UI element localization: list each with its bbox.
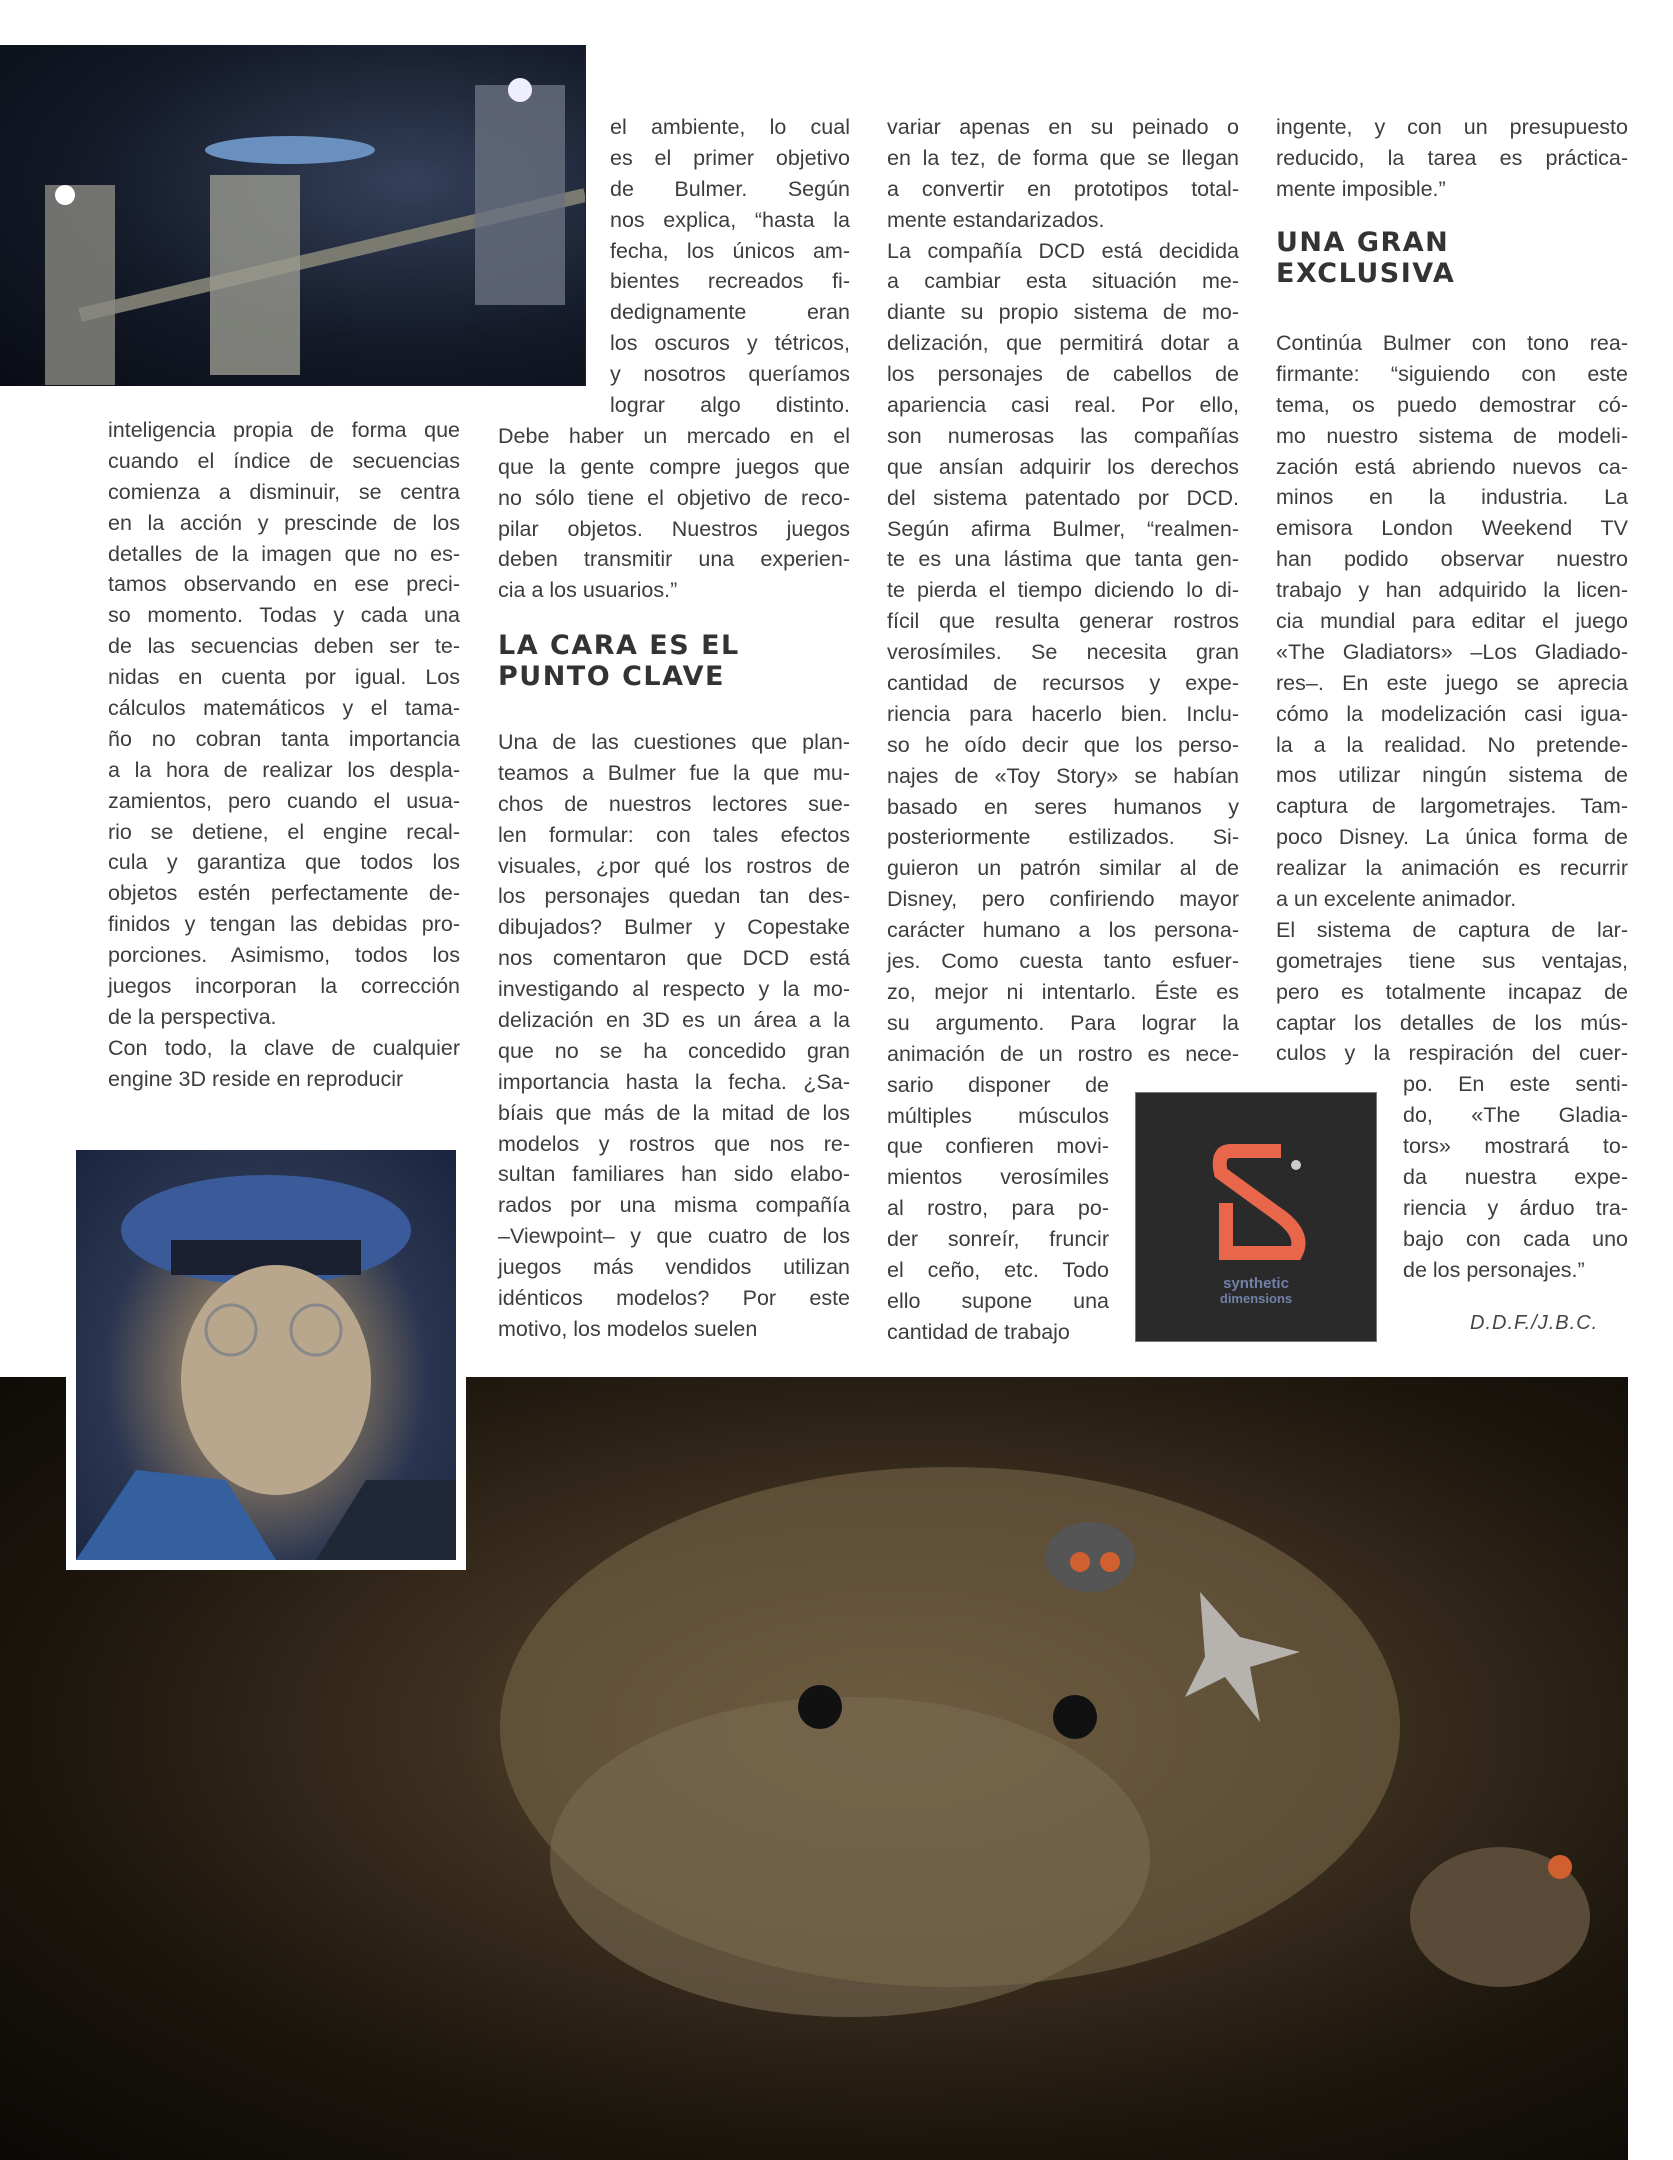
text-line: res–. En este juego se aprecia (1276, 670, 1628, 695)
text-line: motivo, los modelos suelen (498, 1316, 758, 1341)
text-line: rio se detiene, el engine recal- (108, 819, 460, 844)
text-line: múltiples músculos (887, 1103, 1109, 1128)
text-line: riencia para hacerlo bien. Inclu- (887, 701, 1239, 726)
text-line: tamos observando en ese preci- (108, 572, 460, 597)
text-line: porciones. Asimismo, todos los (108, 943, 460, 968)
text-line: a cambiar esta situación me- (887, 269, 1239, 294)
author-signature: D.D.F./J.B.C. (1470, 1312, 1599, 1334)
text-line: carácter humano a los persona- (887, 918, 1239, 943)
text-column-4-bottom (1276, 328, 1628, 1286)
text-line: pero es totalmente incapaz de (1276, 979, 1628, 1004)
text-line: a convertir en prototipos total- (887, 176, 1239, 201)
text-line: firmante: “siguiendo con este (1276, 361, 1628, 386)
text-line: fícil que resulta generar rostros (887, 609, 1239, 634)
svg-text:synthetic: synthetic (1223, 1275, 1289, 1292)
text-line: a un excelente animador. (1276, 887, 1517, 912)
text-line: ño no cobran tanta importancia (108, 726, 460, 751)
text-line: animación de un rostro es nece- (887, 1041, 1239, 1066)
text-line: los oscuros y tétricos, (610, 331, 850, 356)
text-line: verosímiles. Se necesita gran (887, 640, 1239, 665)
heading-line: PUNTO CLAVE (498, 661, 726, 692)
text-line: nidas en cuenta por igual. Los (108, 665, 460, 690)
text-line: reducido, la tarea es práctica- (1276, 145, 1628, 170)
text-line: los personajes de cabellos de (887, 362, 1239, 387)
text-line: trabajo y han adquirido la licen- (1276, 578, 1628, 603)
text-line: cantidad de recursos y expe- (887, 671, 1239, 696)
text-line: najes de «Toy Story» se habían (887, 763, 1239, 788)
text-line: de los personajes.” (1403, 1257, 1585, 1282)
text-column-4-top (1276, 112, 1628, 205)
text-line: cia a los usuarios.” (498, 578, 678, 603)
text-column-2-bottom (498, 727, 850, 1345)
text-line: chos de nuestros lectores sue- (498, 791, 850, 816)
text-line: finidos y tengan las debidas pro- (108, 912, 460, 937)
text-line: dedignamente eran (610, 300, 850, 325)
text-line: investigando al respecto y la mo- (498, 977, 850, 1002)
text-line: posteriormente estilizados. Si- (887, 825, 1239, 850)
text-line: «The Gladiators» –Los Gladiado- (1276, 639, 1628, 664)
text-line: fecha, los únicos am- (610, 238, 850, 263)
text-line: visuales, ¿por qué los rostros de (498, 853, 850, 878)
text-line: mente estandarizados. (887, 207, 1105, 232)
text-line: captar los detalles de los mús- (1276, 1010, 1628, 1035)
text-line: cula y garantiza que todos los (108, 850, 460, 875)
text-line: La compañía DCD está decidida (887, 238, 1239, 263)
text-line: zo, mejor ni intentarlo. Éste es (887, 979, 1239, 1004)
text-line: juegos más vendidos utilizan (498, 1255, 850, 1280)
text-line: mo nuestro sistema de modeli- (1276, 423, 1628, 448)
text-line: tema, os puedo demostrar có- (1276, 392, 1628, 417)
text-line: delización, que permitirá dotar a (887, 331, 1239, 356)
text-line: que ansían adquirir los derechos (887, 454, 1239, 479)
text-line: po. En este senti- (1403, 1072, 1628, 1097)
text-line: cómo la modelización casi igua- (1276, 701, 1628, 726)
text-column-2-top (498, 112, 850, 606)
heading-line: LA CARA ES EL (498, 630, 740, 661)
text-line: ingente, y con un presupuesto (1276, 115, 1628, 139)
text-line: juegos incorporan la corrección (108, 974, 460, 999)
text-line: rados por una misma compañía (498, 1193, 850, 1218)
text-line: nos explica, “hasta la (610, 207, 850, 232)
text-line: jes. Como cuesta tanto esfuer- (887, 949, 1239, 974)
text-line: captura de largometrajes. Tam- (1276, 794, 1628, 819)
text-line: so momento. Todas y cada una (108, 603, 460, 628)
text-line: mos utilizar ningún sistema de (1276, 763, 1628, 788)
text-line: su argumento. Para lograr la (887, 1010, 1239, 1035)
text-line: realizar la animación es recurrir (1276, 856, 1628, 881)
text-line: dibujados? Bulmer y Copestake (498, 915, 850, 940)
text-line: delización en 3D es un área a la (498, 1008, 850, 1033)
text-line: mente imposible.” (1276, 176, 1446, 201)
section-heading-una-gran-exclusiva (1276, 227, 1455, 289)
text-line: que confieren movi- (887, 1134, 1109, 1159)
text-column-3 (887, 112, 1239, 1348)
text-line: que no se ha concedido gran (498, 1038, 850, 1063)
text-line: comienza a disminuir, se centra (108, 479, 460, 504)
text-line: sultan familiares han sido elabo- (498, 1162, 850, 1187)
text-line: detalles de la imagen que no es- (108, 541, 460, 566)
text-line: teamos a Bulmer fue la que mu- (498, 760, 850, 785)
text-line: del sistema patentado por DCD. (887, 485, 1239, 510)
text-line: el ambiente, lo cual (610, 115, 850, 139)
text-line: de la perspectiva. (108, 1004, 277, 1029)
text-line: tors» mostrará to- (1403, 1134, 1628, 1159)
text-line: y nosotros queríamos (610, 362, 850, 387)
text-line: deben transmitir una experien- (498, 547, 850, 572)
text-line: zación está abriendo nuevos ca- (1276, 454, 1628, 479)
text-line: los personajes quedan tan des- (498, 884, 850, 909)
text-line: modelos y rostros que nos re- (498, 1131, 850, 1156)
text-line: te es una lástima que tanta gen- (887, 547, 1239, 572)
text-line: Disney, pero confiriendo mayor (887, 887, 1239, 912)
text-line: pilar objetos. Nuestros juegos (498, 516, 850, 541)
heading-line: UNA GRAN (1276, 227, 1450, 258)
text-line: da nuestra expe- (1403, 1165, 1628, 1190)
text-line: Con todo, la clave de cualquier (108, 1035, 460, 1060)
text-line: bíais que más de la mitad de los (498, 1100, 850, 1125)
text-line: objetos estén perfectamente de- (108, 881, 460, 906)
text-line: ello supone una (887, 1288, 1109, 1313)
text-line: so he oído decir que los perso- (887, 732, 1239, 757)
text-line: culos y la respiración del cuer- (1276, 1041, 1628, 1066)
text-line: sario disponer de (887, 1072, 1109, 1097)
text-line: engine 3D reside en reproducir (108, 1066, 404, 1091)
text-line: que la gente compre juegos que (498, 454, 850, 479)
text-line: han podido observar nuestro (1276, 547, 1628, 572)
text-line: te pierda el tiempo diciendo lo di- (887, 578, 1239, 603)
text-line: al rostro, para po- (887, 1196, 1109, 1221)
text-line: en la tez, de forma que se llegan (887, 145, 1239, 170)
text-line: Una de las cuestiones que plan- (498, 730, 850, 754)
text-line: zamientos, pero cuando el usua- (108, 788, 460, 813)
text-line: cuando el índice de secuencias (108, 448, 460, 473)
text-line: diante su propio sistema de mo- (887, 300, 1239, 325)
text-line: minos en la industria. La (1276, 485, 1628, 510)
text-line: poco Disney. La única forma de (1276, 825, 1628, 850)
text-line: Debe haber un mercado en el (498, 423, 850, 448)
heading-line: EXCLUSIVA (1276, 258, 1456, 289)
text-line: en la acción y prescinde de los (108, 510, 460, 535)
text-line: no sólo tiene el objetivo de reco- (498, 485, 850, 510)
text-line: guieron un patrón similar al de (887, 856, 1239, 881)
text-line: cálculos matemáticos y el tama- (108, 696, 460, 721)
policeman-illustration (76, 1150, 456, 1560)
text-line: a la hora de realizar los despla- (108, 757, 460, 782)
text-line: nos comentaron que DCD está (498, 946, 850, 971)
text-line: El sistema de captura de lar- (1276, 917, 1628, 942)
text-line: cia mundial para editar el juego (1276, 609, 1628, 634)
text-line: inteligencia propia de forma que (108, 418, 460, 442)
text-line: do, «The Gladia- (1403, 1103, 1628, 1128)
svg-text:dimensions: dimensions (1219, 1291, 1293, 1306)
text-line: la a la realidad. No pretende- (1276, 732, 1628, 757)
policeman-image-frame (66, 1150, 466, 1570)
text-line: der sonreír, fruncir (887, 1227, 1109, 1252)
text-line: bajo con cada uno (1403, 1226, 1628, 1251)
text-line: Según afirma Bulmer, “realmen- (887, 516, 1239, 541)
text-line: mientos verosímiles (887, 1165, 1109, 1190)
text-column-1 (108, 415, 460, 1095)
text-line: basado en seres humanos y (887, 794, 1239, 819)
text-line: son numerosas las compañías (887, 423, 1239, 448)
text-line: de las secuencias deben ser te- (108, 634, 460, 659)
text-line: idénticos modelos? Por este (498, 1286, 850, 1311)
text-line: gometrajes tiene sus ventajas, (1276, 948, 1628, 973)
text-line: es el primer objetivo (610, 145, 850, 170)
text-line: lograr algo distinto. (610, 393, 850, 418)
text-line: len formular: con tales efectos (498, 822, 850, 847)
text-line: bientes recreados fi- (610, 269, 850, 294)
text-line: de Bulmer. Según (610, 176, 850, 201)
text-line: Continúa Bulmer con tono rea- (1276, 331, 1628, 355)
text-line: variar apenas en su peinado o (887, 115, 1239, 139)
text-line: el ceño, etc. Todo (887, 1257, 1109, 1282)
text-line: cantidad de trabajo (887, 1319, 1070, 1344)
text-line: riencia y árduo tra- (1403, 1195, 1628, 1220)
policeman-render-image (76, 1150, 456, 1560)
section-heading-la-cara (498, 630, 740, 692)
text-line: apariencia casi real. Por ello, (887, 393, 1239, 418)
text-line: –Viewpoint– y que cuatro de los (498, 1224, 850, 1249)
text-line: importancia hasta la fecha. ¿Sa- (498, 1069, 850, 1094)
text-line: emisora London Weekend TV (1276, 516, 1628, 541)
